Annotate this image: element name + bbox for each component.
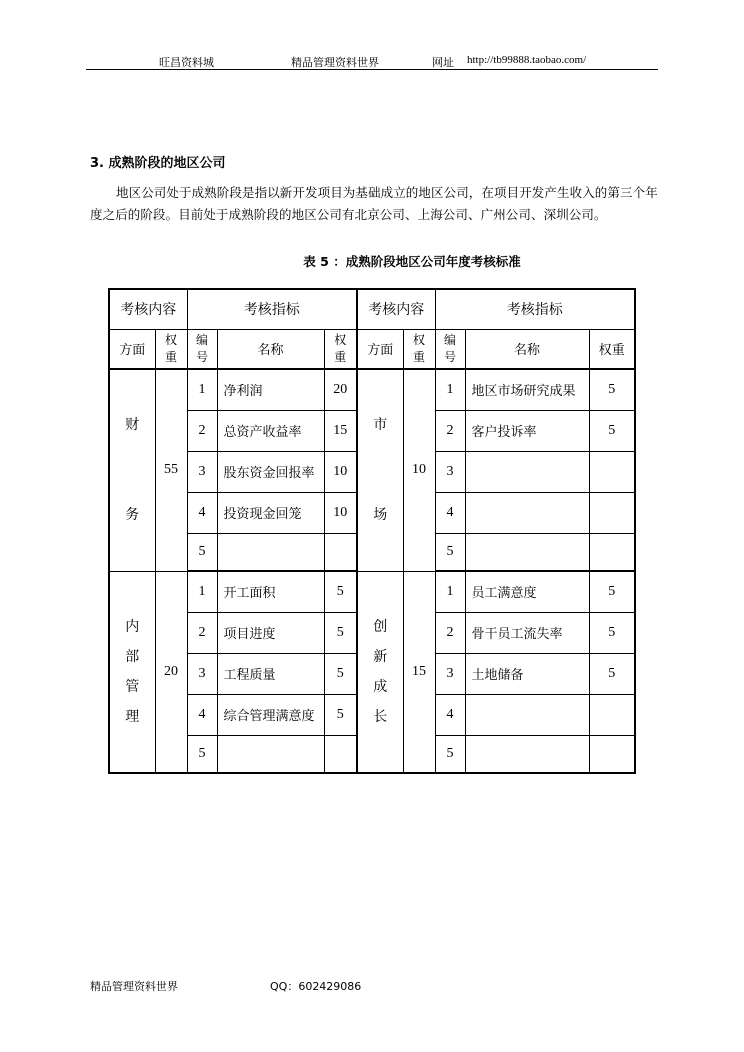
item-number-cell: 5 [187, 735, 217, 773]
item-number-cell: 4 [187, 694, 217, 735]
aspect-weight-cell: 15 [403, 571, 435, 773]
footer-brand: 精品管理资料世界 [90, 980, 178, 993]
aspect-cell: 内 部 管 理 [109, 571, 155, 773]
item-name-cell: 地区市场研究成果 [465, 369, 589, 410]
header-content-right: 考核内容 [357, 289, 435, 329]
header-brand: 精品管理资料世界 [291, 56, 379, 69]
item-weight-cell: 5 [324, 653, 357, 694]
item-weight-cell [589, 533, 635, 571]
header-url-link[interactable]: http://tb99888.taobao.com/ [467, 54, 587, 66]
item-weight-cell: 10 [324, 492, 357, 533]
table-header-row-2 [109, 329, 635, 369]
item-weight-cell: 5 [324, 694, 357, 735]
item-name-cell: 股东资金回报率 [217, 451, 324, 492]
item-name-cell [465, 735, 589, 773]
footer-qq: QQ：602429086 [270, 980, 362, 993]
table-row [109, 571, 635, 612]
item-weight-cell [589, 492, 635, 533]
item-number-cell: 1 [187, 369, 217, 410]
item-name-cell: 员工满意度 [465, 571, 589, 612]
item-number-cell: 4 [435, 492, 465, 533]
item-name-cell [465, 451, 589, 492]
header-aspect-right: 方面 [357, 329, 403, 369]
item-weight-cell [589, 694, 635, 735]
item-number-cell: 1 [435, 571, 465, 612]
item-weight-cell: 5 [589, 369, 635, 410]
item-weight-cell: 5 [589, 410, 635, 451]
item-name-cell [217, 533, 324, 571]
item-name-cell: 客户投诉率 [465, 410, 589, 451]
item-number-cell: 1 [435, 369, 465, 410]
item-weight-cell: 15 [324, 410, 357, 451]
item-number-cell: 3 [187, 653, 217, 694]
item-weight-cell: 5 [324, 612, 357, 653]
item-weight-cell [589, 451, 635, 492]
item-weight-cell: 5 [324, 571, 357, 612]
header-content-left: 考核内容 [109, 289, 187, 329]
item-name-cell: 骨干员工流失率 [465, 612, 589, 653]
header-number-left: 编 号 [187, 329, 217, 369]
item-name-cell: 土地储备 [465, 653, 589, 694]
item-name-cell: 综合管理满意度 [217, 694, 324, 735]
aspect-cell: 财 务 [109, 369, 155, 571]
item-weight-cell [324, 533, 357, 571]
item-name-cell [465, 694, 589, 735]
header-aspect-left: 方面 [109, 329, 155, 369]
assessment-table [108, 288, 636, 774]
section-paragraph: 地区公司处于成熟阶段是指以新开发项目为基础成立的地区公司，在项目开发产生收入的第三个年度之后的阶段。目前处于成熟阶段的地区公司有北京公司、上海公司、广州公司、深圳公司。 [90, 185, 658, 222]
item-number-cell: 3 [435, 653, 465, 694]
header-divider [86, 69, 658, 70]
item-number-cell: 5 [435, 735, 465, 773]
header-url-label: 网址 [432, 56, 454, 69]
item-number-cell: 1 [187, 571, 217, 612]
item-name-cell: 投资现金回笼 [217, 492, 324, 533]
item-number-cell: 5 [187, 533, 217, 571]
item-name-cell [465, 533, 589, 571]
aspect-weight-cell: 55 [155, 369, 187, 571]
header-shop-name: 旺昌资料城 [159, 56, 214, 69]
header-indicator-left: 考核指标 [187, 289, 357, 329]
item-number-cell: 2 [187, 612, 217, 653]
table-caption: 表 5 ：成熟阶段地区公司年度考核标准 [303, 254, 521, 269]
item-name-cell [217, 735, 324, 773]
item-number-cell: 4 [187, 492, 217, 533]
item-name-cell: 开工面积 [217, 571, 324, 612]
header-number-right: 编 号 [435, 329, 465, 369]
item-name-cell: 净利润 [217, 369, 324, 410]
header-weight-left: 权 重 [155, 329, 187, 369]
aspect-weight-cell: 10 [403, 369, 435, 571]
item-number-cell: 2 [187, 410, 217, 451]
aspect-weight-cell: 20 [155, 571, 187, 773]
item-number-cell: 3 [187, 451, 217, 492]
aspect-cell: 创 新 成 长 [357, 571, 403, 773]
table-header-row-1 [109, 289, 635, 329]
item-name-cell: 工程质量 [217, 653, 324, 694]
header-indicator-right: 考核指标 [435, 289, 635, 329]
item-name-cell: 项目进度 [217, 612, 324, 653]
header-item-weight-right: 权重 [589, 329, 635, 369]
item-weight-cell [324, 735, 357, 773]
header-name-right: 名称 [465, 329, 589, 369]
table-row [109, 369, 635, 410]
item-name-cell [465, 492, 589, 533]
header-item-weight-left: 权 重 [324, 329, 357, 369]
header-weight-right: 权 重 [403, 329, 435, 369]
item-weight-cell: 5 [589, 571, 635, 612]
item-weight-cell: 10 [324, 451, 357, 492]
item-number-cell: 2 [435, 612, 465, 653]
item-name-cell: 总资产收益率 [217, 410, 324, 451]
item-number-cell: 5 [435, 533, 465, 571]
section-title: 3. 成熟阶段的地区公司 [90, 156, 226, 171]
aspect-cell: 市 场 [357, 369, 403, 571]
item-number-cell: 2 [435, 410, 465, 451]
item-weight-cell: 5 [589, 612, 635, 653]
item-weight-cell: 20 [324, 369, 357, 410]
item-weight-cell: 5 [589, 653, 635, 694]
item-number-cell: 3 [435, 451, 465, 492]
item-number-cell: 4 [435, 694, 465, 735]
item-weight-cell [589, 735, 635, 773]
header-name-left: 名称 [217, 329, 324, 369]
